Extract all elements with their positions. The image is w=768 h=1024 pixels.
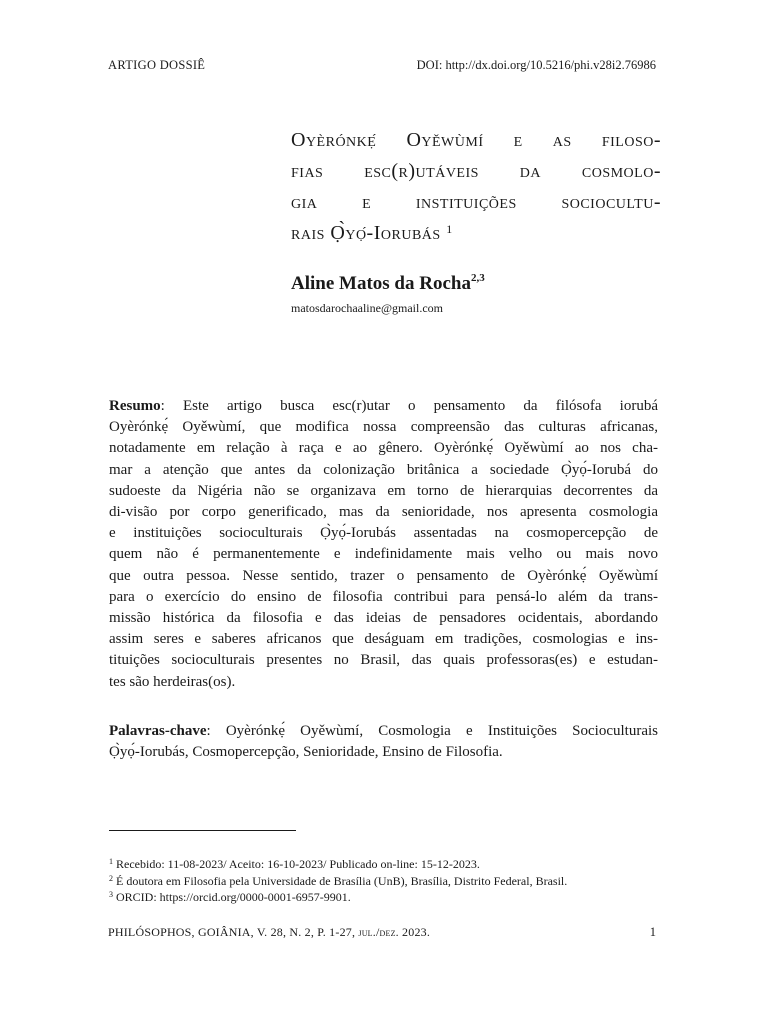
author-name-text: Aline Matos da Rocha bbox=[291, 273, 471, 294]
abstract-line: e instituições socioculturais Ọ̀yọ́-Iorubás assentadas na cosmopercepção de bbox=[109, 525, 658, 542]
abstract-line: missão histórica da filosofia e das ideias de pensadores ocidentais, abordando bbox=[109, 610, 658, 627]
article-title bbox=[291, 125, 661, 249]
keywords-label: Palavras-chave bbox=[109, 723, 207, 739]
footnote-divider bbox=[109, 830, 296, 831]
citation-main: PHILÓSOPHOS, GOIÂNIA, V. 28, N. 2, P. 1-27, bbox=[108, 925, 359, 939]
doi-link[interactable]: DOI: http://dx.doi.org/10.5216/phi.v28i2.76986 bbox=[416, 58, 656, 72]
abstract-line: que outra pessoa. Nesse sentido, trazer o pensamento de Oyèrónkẹ́ Oyěwùmí bbox=[109, 567, 658, 584]
author-email[interactable]: matosdarochaaline@gmail.com bbox=[291, 301, 443, 315]
footnote-number: 1 bbox=[109, 857, 113, 866]
abstract bbox=[109, 396, 658, 693]
abstract-line: sudoeste da Nigéria não se organizava em torno de hierarquias decorrentes da bbox=[109, 482, 658, 499]
abstract-line: mar a atenção que antes da colonização britânica a sociedade Ọ̀yọ́-Iorubá do bbox=[109, 461, 658, 478]
footnote-text: Recebido: 11-08-2023/ Aceito: 16-10-2023/ Publicado on-line: 15-12-2023. bbox=[113, 857, 480, 871]
abstract-line-text: : Este artigo busca esc(r)utar o pensamento da filósofa iorubá bbox=[160, 398, 658, 414]
abstract-line: quem não é permanentemente e indefinidamente mais velho ou mais novo bbox=[109, 546, 658, 563]
abstract-line: tes são herdeiras(os). bbox=[109, 673, 236, 690]
author-name bbox=[291, 273, 485, 295]
citation-year: 2023. bbox=[398, 925, 431, 939]
title-line-text: rais Ọ̀yọ́-Iorubás bbox=[291, 222, 441, 244]
title-line: Oyèrónkẹ́ Oyěwùmí e as filoso- bbox=[291, 129, 661, 151]
title-line: fias esc(r)utáveis da cosmolo- bbox=[291, 160, 661, 182]
journal-citation bbox=[108, 925, 430, 940]
title-footnote-ref[interactable]: 1 bbox=[446, 222, 453, 236]
footnotes bbox=[109, 856, 567, 906]
footnote-number: 2 bbox=[109, 873, 113, 883]
keywords-line bbox=[109, 721, 658, 742]
footnote-text[interactable]: ORCID: https://orcid.org/0000-0001-6957-9901. bbox=[113, 890, 351, 904]
abstract-line: Oyèrónkẹ́ Oyěwùmí, que modifica nossa compreensão das culturas africanas, bbox=[109, 419, 658, 436]
abstract-line: notadamente em relação à raça e ao gênero. Oyèrónkẹ́ Oyěwùmí ao nos cha- bbox=[109, 440, 658, 457]
footnote-item bbox=[109, 873, 567, 890]
footnote-text: É doutora em Filosofia pela Universidade de Brasília (UnB), Brasília, Distrito Federal, Brasil. bbox=[113, 873, 568, 888]
footnote-item bbox=[109, 856, 567, 873]
title-line: gia e instituições sociocultu- bbox=[291, 191, 661, 213]
keywords-line-text: : Oyèrónkẹ́ Oyěwùmí, Cosmologia e Instituições Socioculturais bbox=[206, 723, 658, 739]
abstract-line: para o exercício do ensino de filosofia contribui para pensá-lo além da trans- bbox=[109, 588, 658, 605]
abstract-label: Resumo bbox=[109, 398, 161, 414]
abstract-line: di-visão por corpo generificado, mas da senioridade, nos apresenta cosmologia bbox=[109, 504, 658, 521]
abstract-line bbox=[109, 396, 658, 417]
citation-period: jul./dez. bbox=[358, 925, 399, 939]
page-number: 1 bbox=[649, 925, 656, 939]
title-line-last bbox=[291, 218, 661, 249]
abstract-line: assim seres e saberes africanos que deságuam em tradições, cosmologias e ins- bbox=[109, 631, 658, 648]
keywords-line: Ọ̀yọ́-Iorubás, Cosmopercepção, Senioridade, Ensino de Filosofia. bbox=[109, 744, 503, 761]
abstract-line: tituições socioculturais presentes no Brasil, das quais professoras(es) e estudan- bbox=[109, 652, 658, 669]
keywords bbox=[109, 721, 658, 763]
footnote-number: 3 bbox=[109, 890, 113, 899]
footnote-item bbox=[109, 889, 567, 906]
author-footnote-refs[interactable]: 2,3 bbox=[470, 272, 485, 284]
section-label: ARTIGO DOSSIÊ bbox=[108, 58, 206, 72]
